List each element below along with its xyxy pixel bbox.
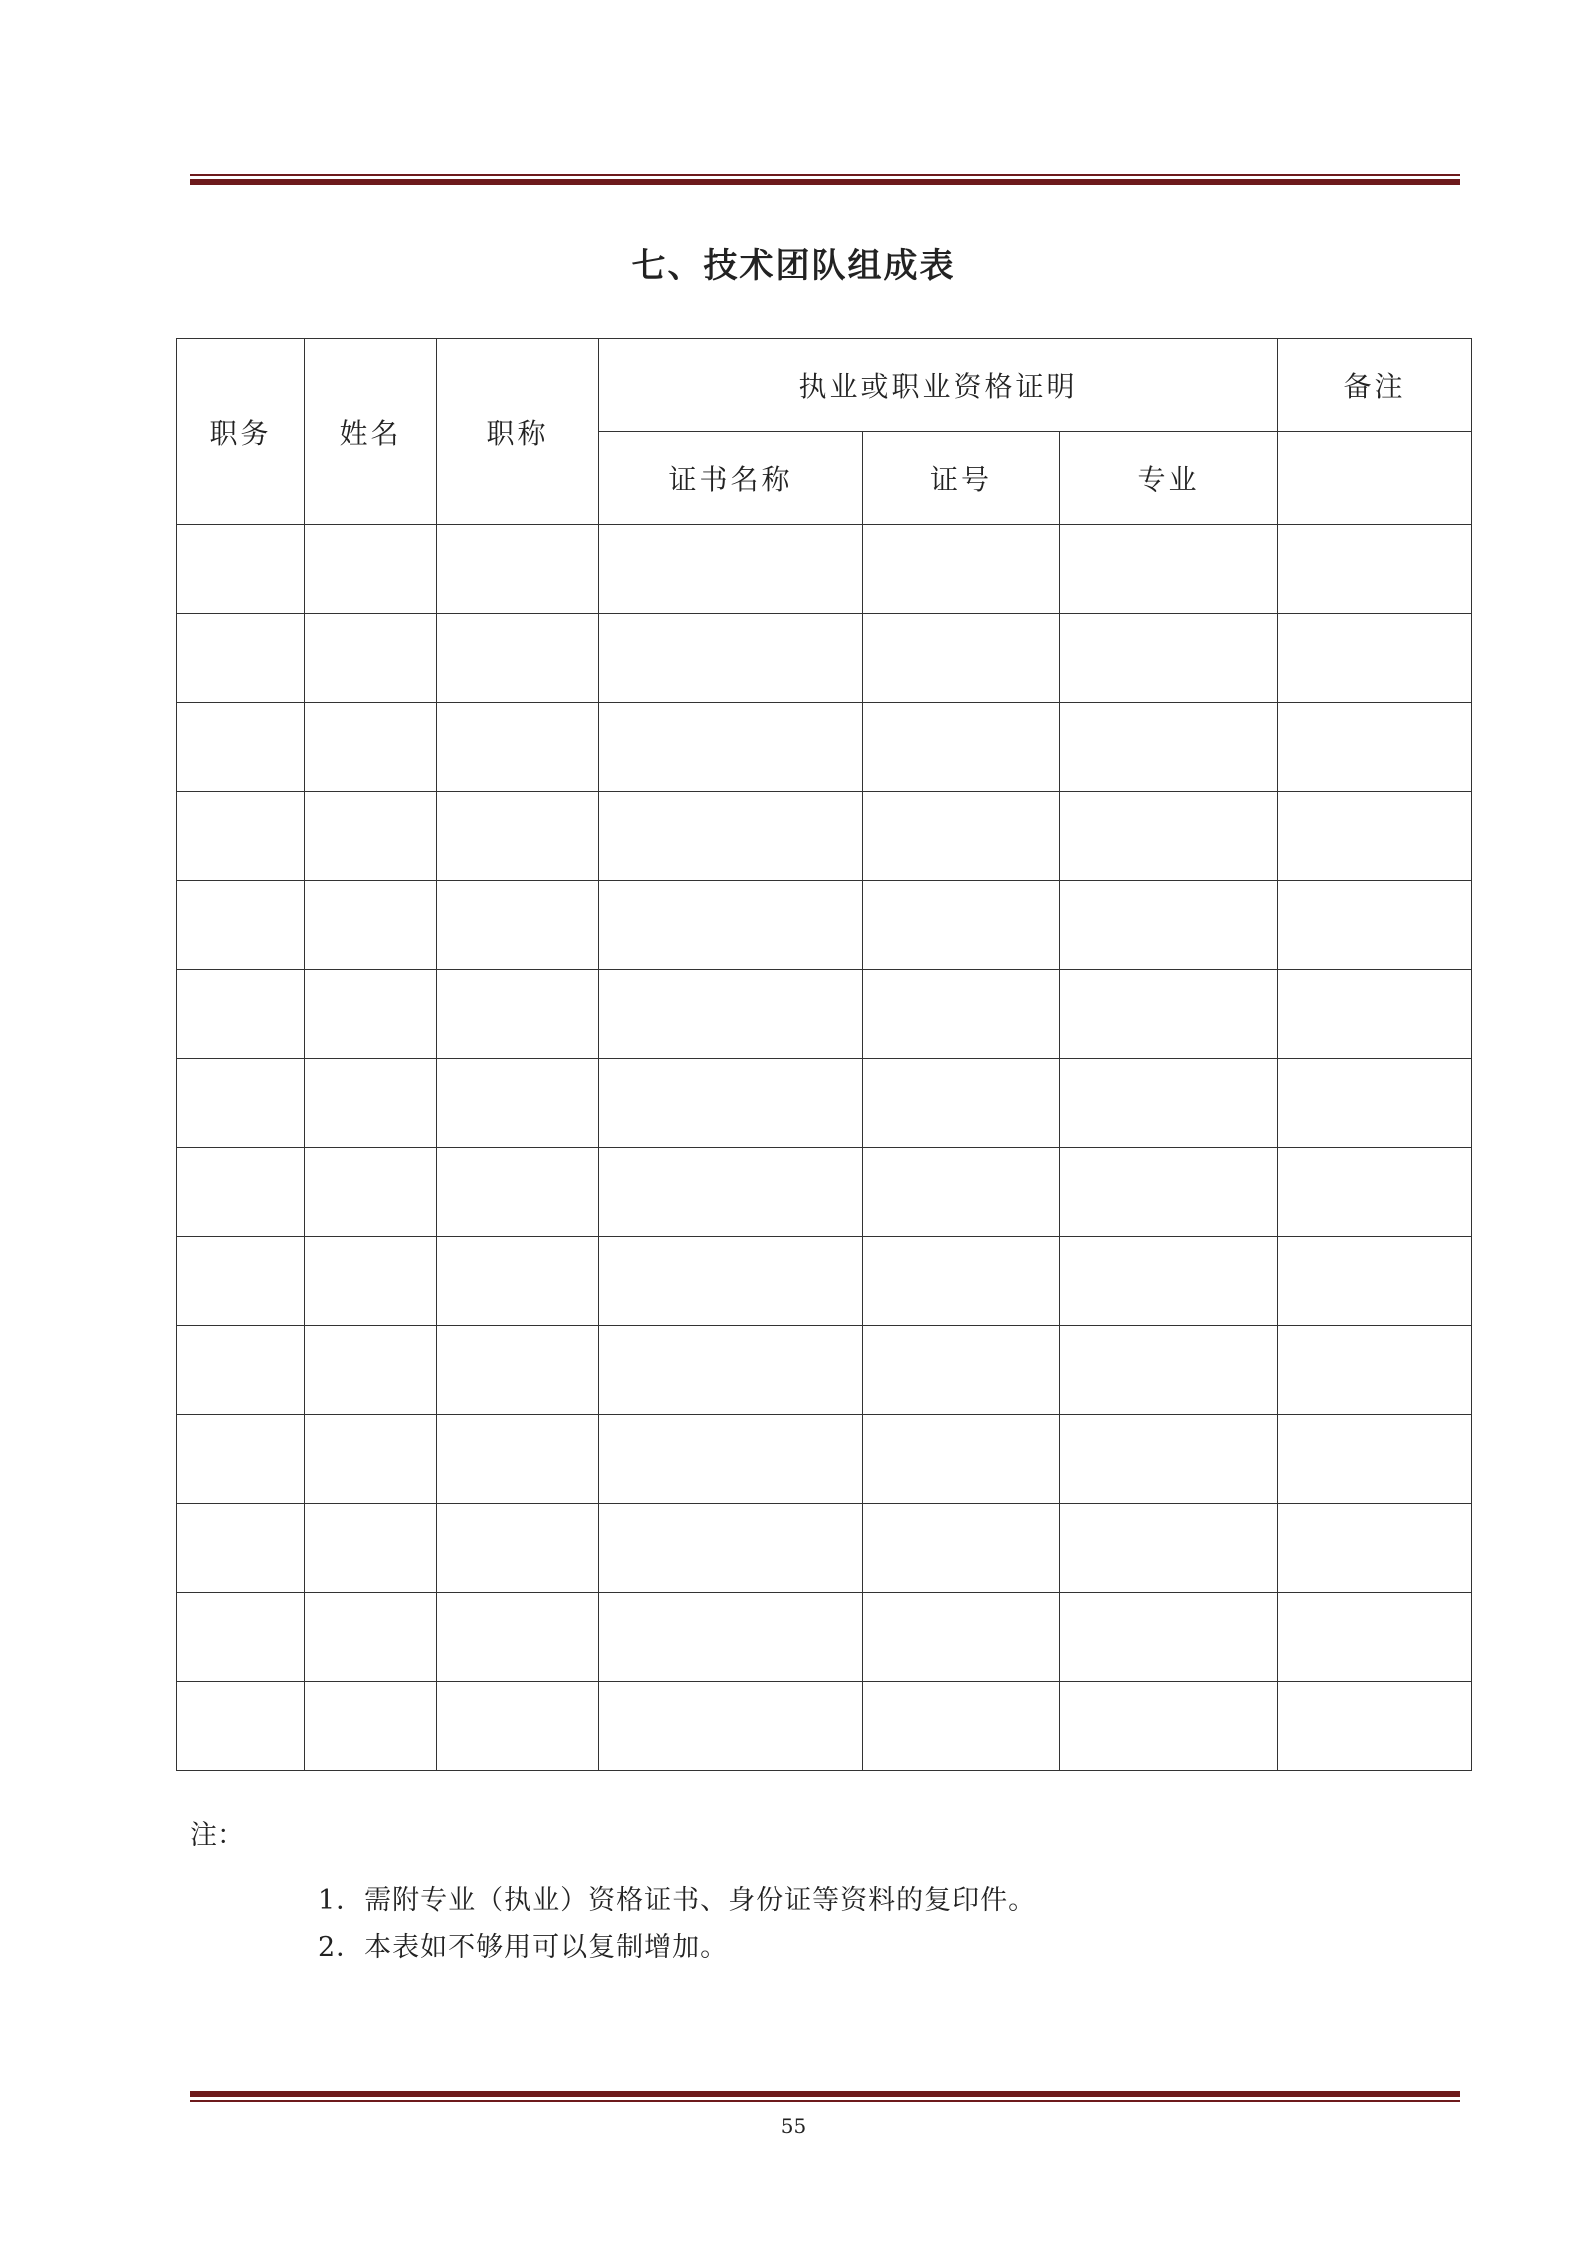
table-cell[interactable] xyxy=(1060,792,1278,881)
col-header-remarks: 备注 xyxy=(1278,339,1472,432)
table-cell[interactable] xyxy=(863,1059,1060,1148)
table-cell[interactable] xyxy=(305,881,437,970)
table-cell[interactable] xyxy=(437,703,599,792)
table-row xyxy=(177,1326,1472,1415)
table-cell[interactable] xyxy=(599,881,863,970)
table-cell[interactable] xyxy=(1278,525,1472,614)
table-cell[interactable] xyxy=(863,970,1060,1059)
table-cell[interactable] xyxy=(1278,703,1472,792)
note-item: 2．本表如不够用可以复制增加。 xyxy=(318,1932,729,1963)
table-cell[interactable] xyxy=(177,1593,305,1682)
table-cell[interactable] xyxy=(863,1682,1060,1771)
note-item: 1．需附专业（执业）资格证书、身份证等资料的复印件。 xyxy=(318,1885,1037,1916)
table-cell[interactable] xyxy=(863,1326,1060,1415)
page-number: 55 xyxy=(780,2114,807,2138)
table-cell[interactable] xyxy=(863,1148,1060,1237)
table-cell[interactable] xyxy=(863,1593,1060,1682)
table-cell[interactable] xyxy=(437,1148,599,1237)
table-cell[interactable] xyxy=(177,1326,305,1415)
team-composition-table xyxy=(176,338,1472,1771)
table-cell[interactable] xyxy=(305,1326,437,1415)
table-cell[interactable] xyxy=(863,881,1060,970)
header-rule xyxy=(190,174,1460,185)
table-cell[interactable] xyxy=(437,1682,599,1771)
table-cell[interactable] xyxy=(1278,1415,1472,1504)
table-cell[interactable] xyxy=(305,1682,437,1771)
table-row xyxy=(177,703,1472,792)
table-row xyxy=(177,1593,1472,1682)
page-title: 七、技术团队组成表 xyxy=(631,246,956,286)
table-cell[interactable] xyxy=(437,1504,599,1593)
table-cell[interactable] xyxy=(1060,614,1278,703)
table-cell[interactable] xyxy=(863,525,1060,614)
table-cell[interactable] xyxy=(437,1059,599,1148)
table-cell[interactable] xyxy=(599,1504,863,1593)
table-cell[interactable] xyxy=(1278,1059,1472,1148)
table-cell[interactable] xyxy=(1278,1682,1472,1771)
table-cell[interactable] xyxy=(305,703,437,792)
table-row xyxy=(177,1059,1472,1148)
table-row xyxy=(177,1682,1472,1771)
table-cell[interactable] xyxy=(177,1504,305,1593)
table-body xyxy=(177,525,1472,1771)
table-cell[interactable] xyxy=(305,792,437,881)
table-cell[interactable] xyxy=(177,703,305,792)
table-cell[interactable] xyxy=(177,525,305,614)
table-cell[interactable] xyxy=(599,1237,863,1326)
table-cell[interactable] xyxy=(305,1593,437,1682)
table-cell[interactable] xyxy=(177,1682,305,1771)
col-header-title: 职称 xyxy=(437,339,599,525)
table-cell[interactable] xyxy=(863,792,1060,881)
table-cell[interactable] xyxy=(863,614,1060,703)
table-cell[interactable] xyxy=(1278,1326,1472,1415)
table-cell[interactable] xyxy=(1060,1059,1278,1148)
table-cell[interactable] xyxy=(599,970,863,1059)
table-cell[interactable] xyxy=(599,614,863,703)
table-cell[interactable] xyxy=(177,792,305,881)
table-cell[interactable] xyxy=(437,881,599,970)
table-cell[interactable] xyxy=(177,614,305,703)
table-row xyxy=(177,792,1472,881)
table-cell[interactable] xyxy=(177,1148,305,1237)
table-cell[interactable] xyxy=(1278,614,1472,703)
table-row xyxy=(177,614,1472,703)
table-cell[interactable] xyxy=(1060,1415,1278,1504)
table-cell[interactable] xyxy=(1278,881,1472,970)
table-cell[interactable] xyxy=(1278,1148,1472,1237)
table-cell[interactable] xyxy=(599,1148,863,1237)
table-cell[interactable] xyxy=(599,525,863,614)
table-row xyxy=(177,881,1472,970)
table-row xyxy=(177,1415,1472,1504)
table-cell[interactable] xyxy=(305,1148,437,1237)
table-cell[interactable] xyxy=(1278,1593,1472,1682)
table-cell[interactable] xyxy=(305,1504,437,1593)
table-cell[interactable] xyxy=(437,1237,599,1326)
table-cell[interactable] xyxy=(1060,881,1278,970)
table-cell[interactable] xyxy=(437,1415,599,1504)
table-cell[interactable] xyxy=(177,1237,305,1326)
table-cell[interactable] xyxy=(599,1415,863,1504)
table-cell[interactable] xyxy=(1060,703,1278,792)
table-cell[interactable] xyxy=(1278,1237,1472,1326)
table-cell[interactable] xyxy=(305,970,437,1059)
table-cell[interactable] xyxy=(863,1415,1060,1504)
table-cell[interactable] xyxy=(1060,525,1278,614)
table-cell[interactable] xyxy=(305,614,437,703)
table-cell[interactable] xyxy=(177,970,305,1059)
table-cell[interactable] xyxy=(437,792,599,881)
col-header-qualification: 执业或职业资格证明 xyxy=(599,339,1278,432)
table-cell[interactable] xyxy=(1278,1504,1472,1593)
table-row xyxy=(177,525,1472,614)
col-header-position: 职务 xyxy=(177,339,305,525)
header-row xyxy=(177,339,1472,432)
table-cell[interactable] xyxy=(1060,1504,1278,1593)
col-header-cert-name: 证书名称 xyxy=(599,432,863,525)
table-cell[interactable] xyxy=(599,792,863,881)
table-cell[interactable] xyxy=(177,1415,305,1504)
table-cell[interactable] xyxy=(599,1593,863,1682)
table-cell[interactable] xyxy=(437,970,599,1059)
table-cell[interactable] xyxy=(863,1504,1060,1593)
table-cell[interactable] xyxy=(437,614,599,703)
notes-label: 注： xyxy=(190,1820,244,1851)
table-cell[interactable] xyxy=(599,1059,863,1148)
table-cell[interactable] xyxy=(305,525,437,614)
table-cell[interactable] xyxy=(1278,970,1472,1059)
table-cell[interactable] xyxy=(863,703,1060,792)
table-cell[interactable] xyxy=(1060,1237,1278,1326)
table-cell[interactable] xyxy=(1060,1682,1278,1771)
table-row xyxy=(177,1237,1472,1326)
table-row xyxy=(177,1148,1472,1237)
table-cell[interactable] xyxy=(1060,1148,1278,1237)
table-cell[interactable] xyxy=(177,1059,305,1148)
table-cell[interactable] xyxy=(599,1682,863,1771)
table-cell[interactable] xyxy=(599,1326,863,1415)
col-header-remarks-blank xyxy=(1278,432,1472,525)
table-cell[interactable] xyxy=(1060,970,1278,1059)
table-cell[interactable] xyxy=(437,1593,599,1682)
col-header-name: 姓名 xyxy=(305,339,437,525)
table-cell[interactable] xyxy=(1060,1593,1278,1682)
col-header-cert-no: 证号 xyxy=(863,432,1060,525)
table-cell[interactable] xyxy=(863,1237,1060,1326)
table-cell[interactable] xyxy=(305,1059,437,1148)
table-cell[interactable] xyxy=(1060,1326,1278,1415)
table-cell[interactable] xyxy=(305,1237,437,1326)
table-cell[interactable] xyxy=(305,1415,437,1504)
col-header-specialty: 专业 xyxy=(1060,432,1278,525)
table-cell[interactable] xyxy=(437,525,599,614)
table-cell[interactable] xyxy=(177,881,305,970)
table-cell[interactable] xyxy=(437,1326,599,1415)
table-row xyxy=(177,970,1472,1059)
table-row xyxy=(177,1504,1472,1593)
table-cell[interactable] xyxy=(599,703,863,792)
footer-rule xyxy=(190,2091,1460,2102)
table-cell[interactable] xyxy=(1278,792,1472,881)
